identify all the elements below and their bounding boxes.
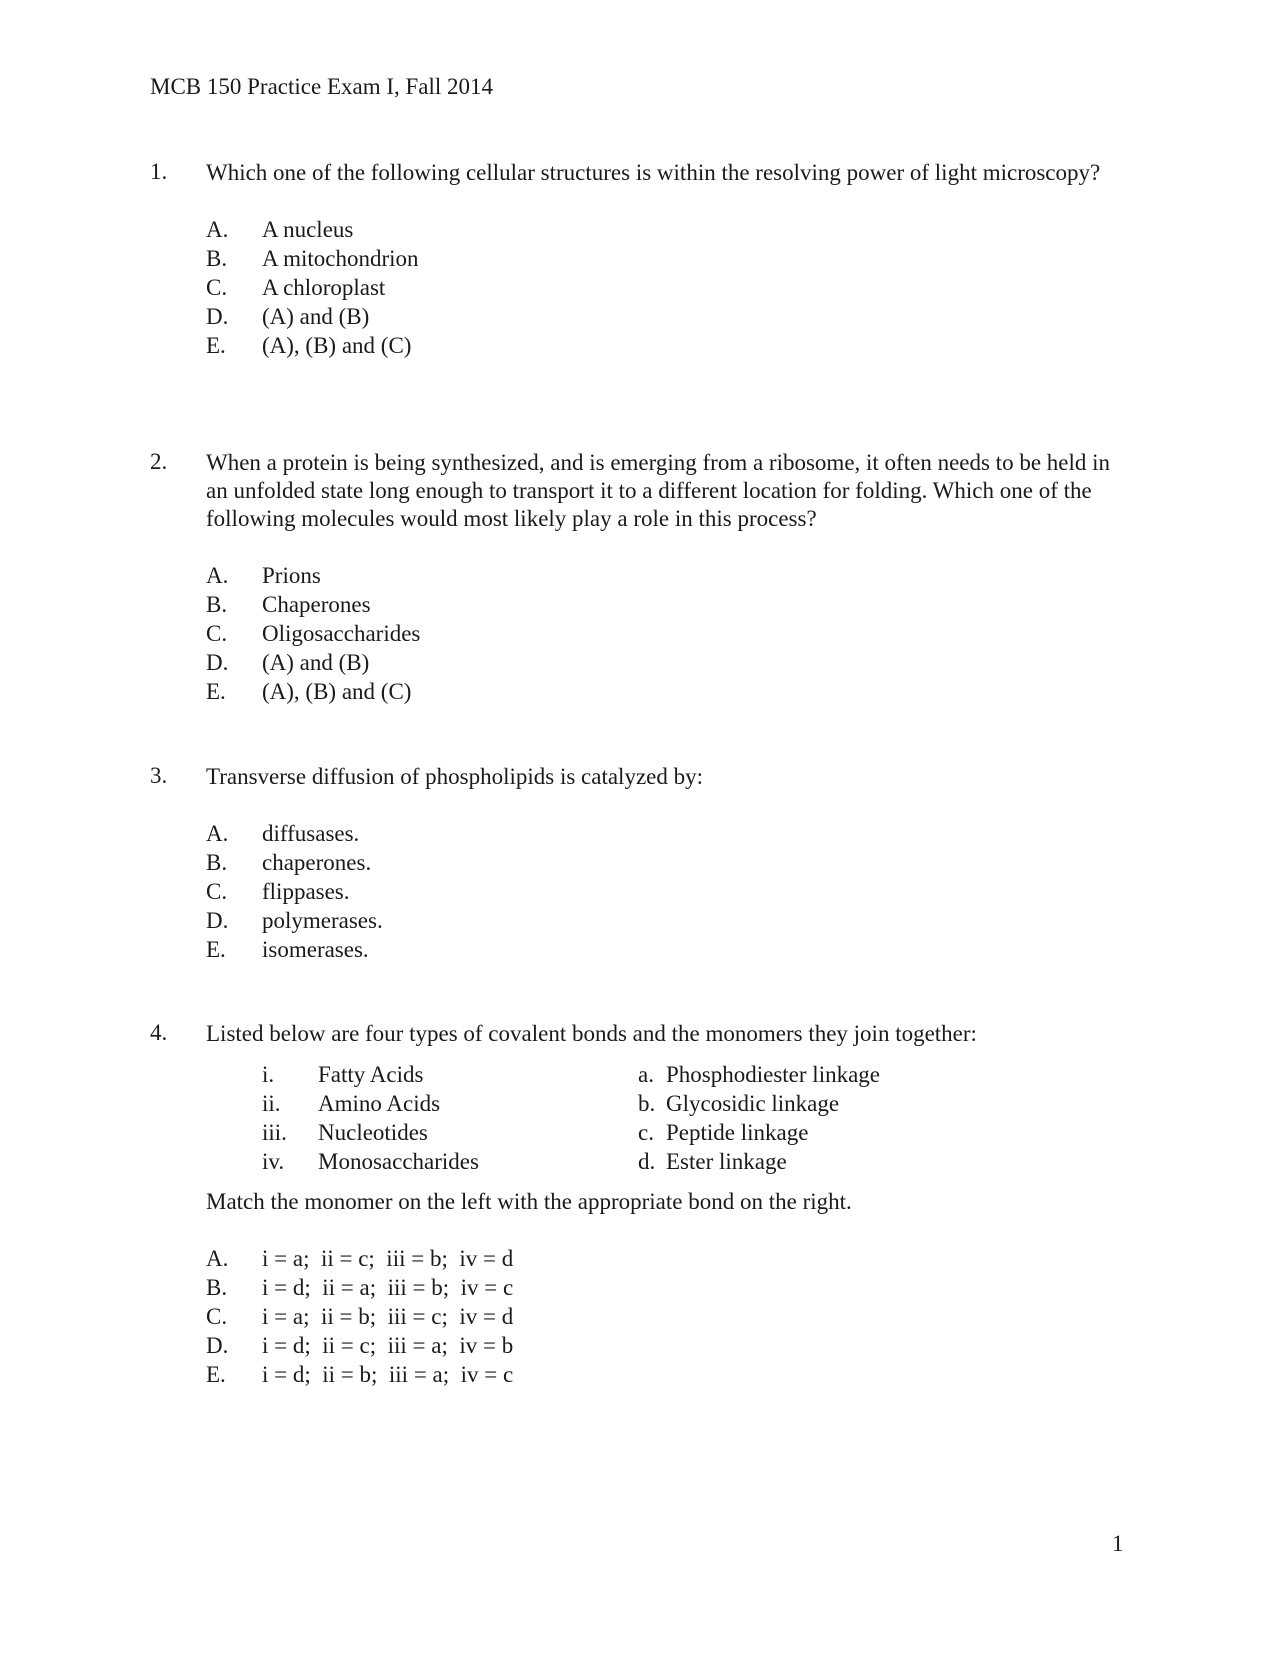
bond-letter: a. <box>638 1062 654 1087</box>
monomer-name: Monosaccharides <box>318 1149 479 1174</box>
option-text: isomerases. <box>262 937 369 962</box>
option-text: diffusases. <box>262 821 360 846</box>
option-text: (A) and (B) <box>262 304 370 329</box>
option-letter: E. <box>206 1362 226 1387</box>
option-letter: D. <box>206 304 229 329</box>
option-text: A mitochondrion <box>262 246 419 271</box>
answer-option <box>206 935 1150 964</box>
question-number: 4. <box>150 1020 168 1045</box>
option-text: i = a; ii = c; iii = b; iv = d <box>262 1246 514 1271</box>
answer-option <box>206 619 1150 648</box>
option-letter: C. <box>206 621 228 646</box>
answer-option <box>206 590 1150 619</box>
answer-option <box>206 215 1150 244</box>
answer-options <box>206 215 1150 360</box>
option-text: flippases. <box>262 879 350 904</box>
option-letter: D. <box>206 908 229 933</box>
option-text: Prions <box>262 563 321 588</box>
answer-option <box>206 1273 1150 1302</box>
option-text: (A) and (B) <box>262 650 370 675</box>
bond-name: Peptide linkage <box>666 1120 809 1145</box>
question-text: When a protein is being synthesized, and is emerging from a ribosome, it often needs to be held in an unfolded state long enough to transport it to a different location for folding. Which one of the following molecules would most likely play a role in this process? <box>206 450 1111 531</box>
option-text: A chloroplast <box>262 275 386 300</box>
answer-options <box>206 819 1150 964</box>
matching-row <box>262 1118 982 1147</box>
option-letter: A. <box>206 563 229 588</box>
bond-letter: b. <box>638 1091 656 1116</box>
question-text: Which one of the following cellular structures is within the resolving power of light microscopy? <box>206 160 1101 185</box>
monomer-number: iv. <box>262 1149 285 1174</box>
answer-option <box>206 848 1150 877</box>
monomer-number: i. <box>262 1062 275 1087</box>
bond-name: Glycosidic linkage <box>666 1091 840 1116</box>
matching-row <box>262 1089 982 1118</box>
page-title: MCB 150 Practice Exam I, Fall 2014 <box>150 74 494 99</box>
monomer-name: Nucleotides <box>318 1120 428 1145</box>
answer-option <box>206 331 1150 360</box>
option-text: Chaperones <box>262 592 371 617</box>
monomer-name: Amino Acids <box>318 1091 441 1116</box>
page-number: 1 <box>1112 1531 1124 1556</box>
option-letter: D. <box>206 650 229 675</box>
option-text: (A), (B) and (C) <box>262 333 412 358</box>
option-letter: C. <box>206 879 228 904</box>
answer-option <box>206 273 1150 302</box>
option-text: chaperones. <box>262 850 372 875</box>
option-text: i = d; ii = c; iii = a; iv = b <box>262 1333 514 1358</box>
option-text: polymerases. <box>262 908 383 933</box>
option-text: i = a; ii = b; iii = c; iv = d <box>262 1304 514 1329</box>
question-number: 1. <box>150 159 168 184</box>
answer-option <box>206 1244 1150 1273</box>
option-letter: B. <box>206 246 228 271</box>
answer-option <box>206 648 1150 677</box>
answer-option <box>206 819 1150 848</box>
question-text: Transverse diffusion of phospholipids is catalyzed by: <box>206 764 704 789</box>
option-letter: E. <box>206 333 226 358</box>
bond-name: Ester linkage <box>666 1149 787 1174</box>
monomer-number: ii. <box>262 1091 281 1116</box>
question-2 <box>150 449 1150 706</box>
matching-instruction: Match the monomer on the left with the appropriate bond on the right. <box>206 1189 852 1214</box>
question-1 <box>150 159 1150 360</box>
answer-option <box>206 1360 1150 1389</box>
option-letter: B. <box>206 850 228 875</box>
option-letter: B. <box>206 592 228 617</box>
option-text: i = d; ii = b; iii = a; iv = c <box>262 1362 514 1387</box>
option-letter: B. <box>206 1275 228 1300</box>
question-3 <box>150 763 1150 964</box>
option-letter: A. <box>206 217 229 242</box>
question-number: 3. <box>150 763 168 788</box>
monomer-name: Fatty Acids <box>318 1062 424 1087</box>
option-letter: E. <box>206 679 226 704</box>
question-text: Listed below are four types of covalent bonds and the monomers they join together: <box>206 1021 977 1046</box>
answer-option <box>206 1331 1150 1360</box>
answer-option <box>206 561 1150 590</box>
answer-option <box>206 677 1150 706</box>
question-number: 2. <box>150 449 168 474</box>
bond-letter: c. <box>638 1120 654 1145</box>
matching-table <box>262 1060 982 1176</box>
bond-name: Phosphodiester linkage <box>666 1062 880 1087</box>
answer-option <box>206 244 1150 273</box>
option-letter: A. <box>206 1246 229 1271</box>
answer-option <box>206 906 1150 935</box>
answer-options <box>206 1244 1150 1389</box>
option-letter: C. <box>206 1304 228 1329</box>
option-letter: C. <box>206 275 228 300</box>
option-text: (A), (B) and (C) <box>262 679 412 704</box>
question-4 <box>150 1020 1150 1389</box>
answer-option <box>206 877 1150 906</box>
answer-options <box>206 561 1150 706</box>
option-letter: D. <box>206 1333 229 1358</box>
option-letter: E. <box>206 937 226 962</box>
answer-option <box>206 1302 1150 1331</box>
matching-row <box>262 1060 982 1089</box>
option-text: i = d; ii = a; iii = b; iv = c <box>262 1275 514 1300</box>
matching-row <box>262 1147 982 1176</box>
bond-letter: d. <box>638 1149 656 1174</box>
answer-option <box>206 302 1150 331</box>
option-letter: A. <box>206 821 229 846</box>
option-text: Oligosaccharides <box>262 621 421 646</box>
monomer-number: iii. <box>262 1120 287 1145</box>
option-text: A nucleus <box>262 217 354 242</box>
